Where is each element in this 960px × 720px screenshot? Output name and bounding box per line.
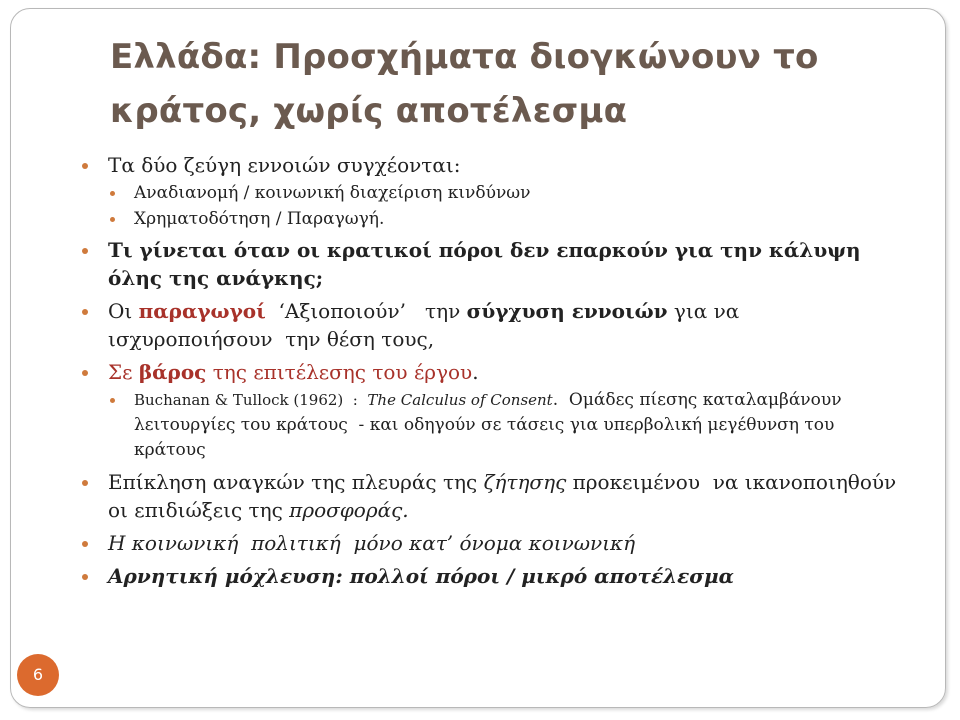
bullet-item bbox=[80, 151, 900, 179]
bullet-text-segment: για να ισχυροποιήσουν την θέση τους, bbox=[108, 299, 746, 351]
bullet-text-segment: της επιτέλεσης του έργου bbox=[206, 360, 473, 384]
bullet-text-segment: προσφοράς. bbox=[289, 498, 409, 522]
bullet-text-segment: The Calculus of Consent bbox=[367, 391, 553, 409]
sub-bullet-item bbox=[80, 207, 900, 231]
bullet-text-segment: ζήτησης bbox=[483, 470, 567, 494]
bullet-item bbox=[80, 236, 900, 292]
bullet-text-segment: Αρνητική μόχλευση: πολλοί πόροι / μικρό αποτέλεσμα bbox=[108, 564, 735, 588]
bullet-text-segment: Χρηματοδότηση / Παραγωγή. bbox=[134, 209, 385, 229]
bullet-text-segment: Αναδιανομή / κοινωνική διαχείριση κινδύνων bbox=[134, 183, 531, 203]
sub-bullet-item bbox=[80, 181, 900, 205]
bullet-item bbox=[80, 358, 900, 386]
bullet-text-segment: Τι γίνεται όταν οι κρατικοί πόροι δεν επαρκούν για την κάλυψη όλης της ανάγκης; bbox=[108, 238, 868, 290]
bullet-text-segment: Οι bbox=[108, 299, 139, 323]
bullet-item bbox=[80, 529, 900, 557]
bullet-text-segment: προκειμένου να ικανοποιηθούν οι επιδιώξεις της bbox=[108, 470, 909, 522]
slide-title: Ελλάδα: Προσχήματα διογκώνουν το κράτος, χωρίς αποτέλεσμα bbox=[110, 37, 819, 131]
bullet-item bbox=[80, 297, 900, 353]
bullet-list bbox=[80, 146, 909, 590]
bullet-text-segment: . Ομάδες πίεσης καταλαμβάνουν λειτουργίες του κράτους - και οδηγούν σε τάσεις για υπερβολική μεγέθυνση του κράτους bbox=[134, 390, 847, 460]
bullet-text-segment: Τα δύο ζεύγη εννοιών συγχέονται: bbox=[108, 153, 461, 177]
bullet-text-segment: . bbox=[472, 360, 479, 384]
bullet-text-segment: Buchanan & Tullock (1962) : bbox=[134, 391, 368, 409]
bullet-text-segment: παραγωγοί bbox=[138, 299, 266, 323]
bullet-text-segment: βάρος bbox=[138, 360, 207, 384]
bullet-text-segment: σύγχυση εννοιών bbox=[466, 299, 668, 323]
bullet-text-segment: Επίκληση αναγκών της πλευράς της bbox=[108, 470, 484, 494]
page-number-badge: 6 bbox=[17, 654, 59, 696]
sub-bullet-item bbox=[80, 388, 900, 463]
bullet-item bbox=[80, 468, 909, 524]
bullet-text-segment: Σε bbox=[108, 360, 139, 384]
bullet-text-segment: Η κοινωνική πολιτική μόνο κατ’ όνομα κοινωνική bbox=[108, 531, 636, 555]
bullet-text-segment: ‘Αξιοποιούν’ την bbox=[265, 299, 467, 323]
bullet-item bbox=[80, 562, 900, 590]
